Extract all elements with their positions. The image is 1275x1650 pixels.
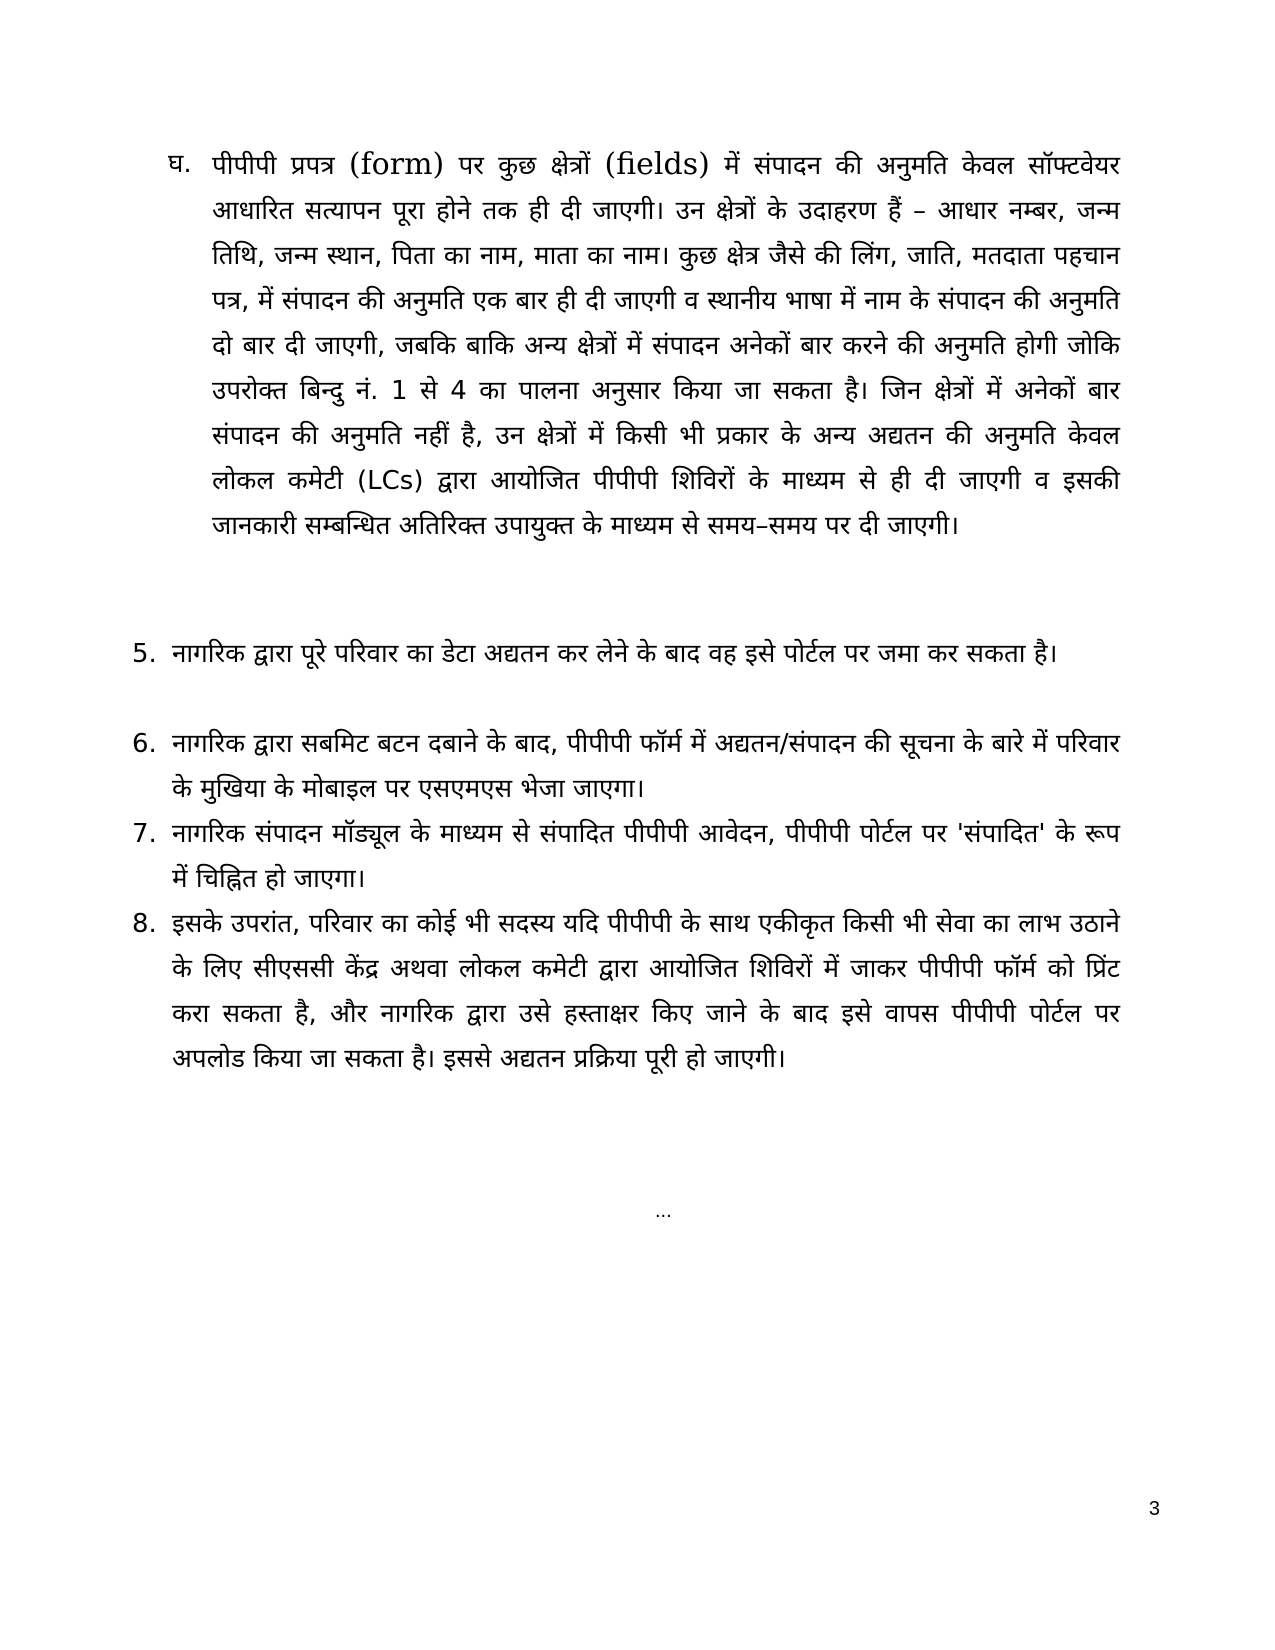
list-item-text: इसके उपरांत, परिवार का कोई भी सदस्य यदि पीपीपी के साथ एकीकृत किसी भी सेवा का लाभ उठाने के लिए सीएससी केंद्र अथवा लोकल कमेटी द्वारा आयोजित शिविरों में जाकर पीपीपी फॉर्म को प्रिंट करा सकता है, और नागरिक द्वारा उसे हस्ताक्षर किए जाने के बाद इसे वापस पीपीपी पोर्टल पर अपलोड किया जा सकता है। इससे अद्यतन प्रक्रिया पूरी हो जाएगी।: [172, 909, 1120, 1074]
list-item-marker: 6.: [132, 729, 157, 759]
page-break-ellipsis: ...: [655, 1200, 672, 1222]
list-item-5: [132, 632, 1120, 677]
sub-item-marker: घ.: [168, 149, 192, 179]
list-item-7: [132, 812, 1120, 902]
list-item-8: [132, 902, 1120, 1082]
list-item-marker: 8.: [132, 909, 157, 939]
list-item-6: [132, 722, 1120, 812]
list-item-text: नागरिक संपादन मॉड्यूल के माध्यम से संपादित पीपीपी आवेदन, पीपीपी पोर्टल पर 'संपादित' के रूप में चिह्नित हो जाएगा।: [172, 819, 1120, 894]
latin-term-form: (form): [348, 147, 445, 182]
sub-item-text-part1: पीपीपी प्रपत्र: [212, 151, 349, 181]
list-item-marker: 5.: [132, 639, 157, 669]
sub-item-text-part2: पर कुछ क्षेत्रों: [444, 151, 605, 181]
sub-item-text: [212, 142, 1120, 549]
list-item-marker: 7.: [132, 819, 157, 849]
list-item-text: नागरिक द्वारा पूरे परिवार का डेटा अद्यतन कर लेने के बाद वह इसे पोर्टल पर जमा कर सकता है।: [172, 639, 1058, 669]
latin-term-fields: (fields): [604, 147, 710, 182]
sub-item-text-part3: में संपादन की अनुमति केवल सॉफ्टवेयर आधारित सत्यापन पूरा होने तक ही दी जाएगी। उन क्षेत्रों के उदाहरण हैं – आधार नम्बर, जन्म तिथि, जन्म स्थान, पिता का नाम, माता का नाम। कुछ क्षेत्र जैसे की लिंग, जाति, मतदाता पहचान पत्र, में संपादन की अनुमति एक बार ही दी जाएगी व स्थानीय भाषा में नाम के संपादन की अनुमति दो बार दी जाएगी, जबकि बाकि अन्य क्षेत्रों में संपादन अनेकों बार करने की अनुमति होगी जोकि उपरोक्त बिन्दु नं. 1 से 4 का पालना अनुसार किया जा सकता है। जिन क्षेत्रों में अनेकों बार संपादन की अनुमति नहीं है, उन क्षेत्रों में किसी भी प्रकार के अन्य अद्यतन की अनुमति केवल लोकल कमेटी (LCs) द्वारा आयोजित पीपीपी शिविरों के माध्यम से ही दी जाएगी व इसकी जानकारी सम्बन्धित अतिरिक्त उपायुक्त के माध्यम से समय–समय पर दी जाएगी।: [212, 151, 1121, 541]
list-item-text: नागरिक द्वारा सबमिट बटन दबाने के बाद, पीपीपी फॉर्म में अद्यतन/संपादन की सूचना के बारे में परिवार के मुखिया के मोबाइल पर एसएमएस भेजा जाएगा।: [172, 729, 1120, 804]
page-number: 3: [1148, 1498, 1160, 1520]
sub-item-gha: [168, 142, 1121, 549]
